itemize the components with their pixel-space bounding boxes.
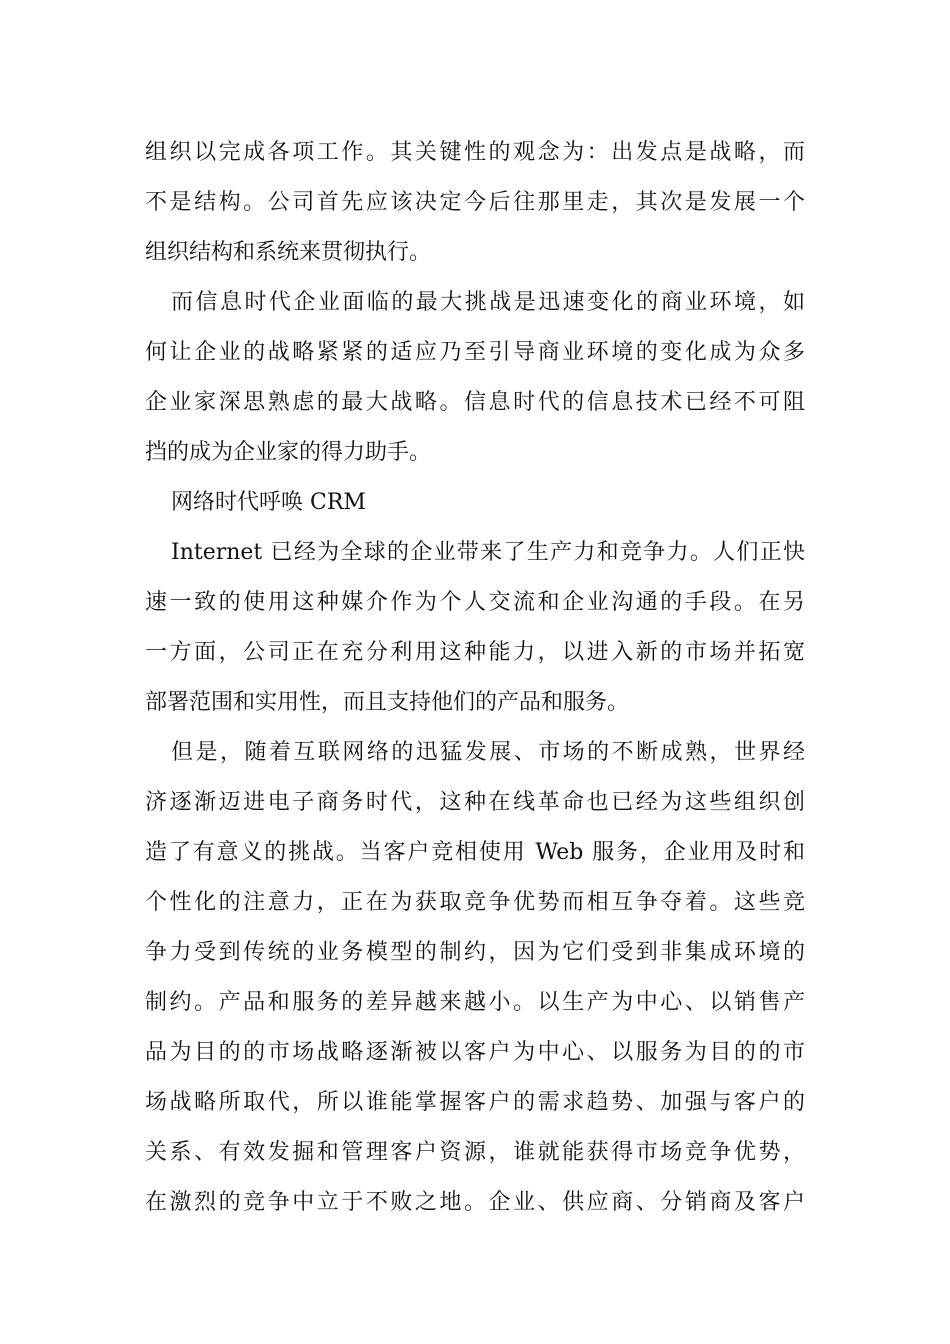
text-line: 争力受到传统的业务模型的制约，因为它们受到非集成环境的	[145, 940, 805, 965]
text-line: 造了有意义的挑战。当客户竞相使用 Web 服务，企业用及时和	[145, 840, 805, 865]
text-line: 组织以完成各项工作。其关键性的观念为：出发点是战略，而	[145, 140, 805, 165]
text-line: 品为目的的市场战略逐渐被以客户为中心、以服务为目的的市	[145, 1040, 805, 1065]
text-line: Internet 已经为全球的企业带来了生产力和竞争力。人们正快	[171, 540, 805, 565]
text-line: 场战略所取代，所以谁能掌握客户的需求趋势、加强与客户的	[145, 1090, 805, 1115]
text-line: 关系、有效发掘和管理客户资源，谁就能获得市场竞争优势，	[145, 1140, 805, 1165]
text-line: 济逐渐迈进电子商务时代，这种在线革命也已经为这些组织创	[145, 790, 805, 815]
text-line: 组织结构和系统来贯彻执行。	[145, 240, 432, 265]
text-line: 速一致的使用这种媒介作为个人交流和企业沟通的手段。在另	[145, 590, 805, 615]
text-line: 企业家深思熟虑的最大战略。信息时代的信息技术已经不可阻	[145, 390, 805, 415]
text-line: 挡的成为企业家的得力助手。	[145, 440, 432, 465]
text-line: 何让企业的战略紧紧的适应乃至引导商业环境的变化成为众多	[145, 340, 805, 365]
text-line: 在激烈的竞争中立于不败之地。企业、供应商、分销商及客户	[145, 1190, 805, 1215]
text-line: 部署范围和实用性，而且支持他们的产品和服务。	[145, 690, 630, 715]
document-body	[145, 128, 805, 1228]
section-heading: 网络时代呼唤 CRM	[171, 490, 366, 515]
text-line: 不是结构。公司首先应该决定今后往那里走，其次是发展一个	[145, 190, 805, 215]
text-line: 而信息时代企业面临的最大挑战是迅速变化的商业环境，如	[171, 290, 805, 315]
text-line: 但是，随着互联网络的迅猛发展、市场的不断成熟，世界经	[171, 740, 805, 765]
text-line: 一方面，公司正在充分利用这种能力，以进入新的市场并拓宽	[145, 640, 805, 665]
text-line: 个性化的注意力，正在为获取竞争优势而相互争夺着。这些竞	[145, 890, 805, 915]
text-line: 制约。产品和服务的差异越来越小。以生产为中心、以销售产	[145, 990, 805, 1015]
